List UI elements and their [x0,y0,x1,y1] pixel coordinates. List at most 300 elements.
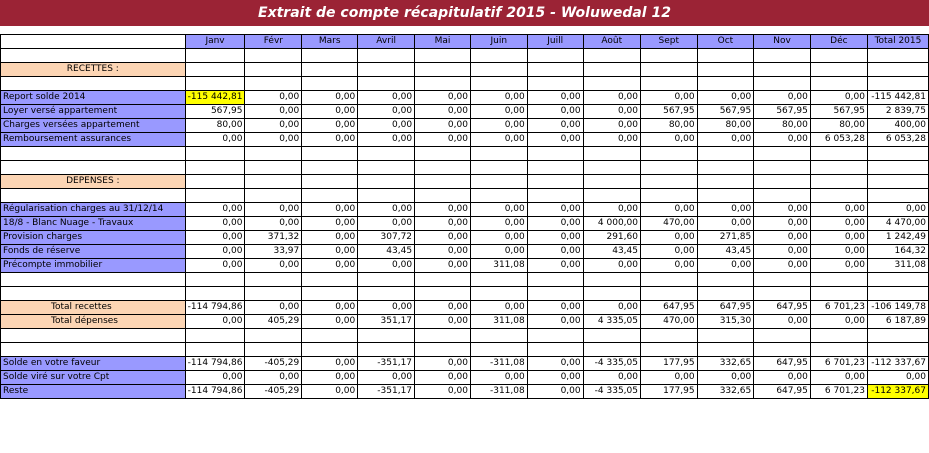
row-label: Fonds de réserve [1,245,186,259]
empty-cell [1,35,186,49]
empty-cell [470,273,527,287]
value-cell: 0,00 [527,133,583,147]
empty-cell [754,329,811,343]
value-cell: 0,00 [583,133,640,147]
value-cell: 0,00 [245,259,302,273]
month-header: Août [583,35,640,49]
total-label: Total recettes [1,301,186,315]
value-cell: 0,00 [640,91,697,105]
value-cell: 80,00 [810,119,867,133]
blank-row [1,343,929,357]
empty-cell [640,175,697,189]
value-cell: 0,00 [185,245,245,259]
empty-cell [302,287,358,301]
value-cell: 0,00 [527,357,583,371]
value-cell: 567,95 [185,105,245,119]
empty-cell [583,175,640,189]
blank-row [1,161,929,175]
value-cell: 0,00 [245,301,302,315]
table-row [1,301,929,315]
month-header: Oct [697,35,754,49]
empty-cell [754,343,811,357]
empty-cell [358,189,415,203]
value-cell: 0,00 [640,231,697,245]
empty-cell [754,63,811,77]
empty-cell [697,343,754,357]
value-cell: 0,00 [302,231,358,245]
value-cell: 332,65 [697,385,754,399]
value-cell: 0,00 [358,203,415,217]
value-cell: 0,00 [302,385,358,399]
empty-cell [527,147,583,161]
empty-cell [583,343,640,357]
empty-cell [810,147,867,161]
row-label: Charges versées appartement [1,119,186,133]
value-cell: 0,00 [527,245,583,259]
table-row [1,133,929,147]
value-cell: 0,00 [697,91,754,105]
empty-cell [810,77,867,91]
value-cell: 0,00 [470,105,527,119]
value-cell: 0,00 [697,259,754,273]
value-cell: 0,00 [527,119,583,133]
value-cell: 0,00 [754,91,811,105]
empty-cell [697,273,754,287]
empty-cell [245,175,302,189]
empty-cell [185,343,245,357]
empty-cell [583,287,640,301]
value-cell: 0,00 [302,133,358,147]
empty-cell [470,147,527,161]
empty-cell [245,63,302,77]
value-cell: 0,00 [583,301,640,315]
empty-cell [810,49,867,63]
section-row [1,63,929,77]
value-cell: 0,00 [810,217,867,231]
value-cell: 6 701,23 [810,301,867,315]
value-cell: 0,00 [302,371,358,385]
value-cell: 0,00 [754,203,811,217]
total-cell: 400,00 [867,119,928,133]
value-cell: 0,00 [810,259,867,273]
value-cell: 0,00 [527,203,583,217]
value-cell: 80,00 [754,119,811,133]
row-label: Provision charges [1,231,186,245]
empty-cell [470,343,527,357]
value-cell: 0,00 [302,119,358,133]
empty-cell [245,343,302,357]
value-cell: 0,00 [185,371,245,385]
value-cell: 0,00 [415,217,471,231]
empty-cell [470,329,527,343]
value-cell: 470,00 [640,315,697,329]
value-cell: -405,29 [245,357,302,371]
empty-cell [302,63,358,77]
month-header: Juill [527,35,583,49]
value-cell: -311,08 [470,357,527,371]
value-cell: 0,00 [245,91,302,105]
empty-cell [415,329,471,343]
empty-cell [754,189,811,203]
empty-cell [810,329,867,343]
empty-cell [867,77,928,91]
empty-cell [1,77,186,91]
empty-cell [1,147,186,161]
value-cell: -114 794,86 [185,385,245,399]
empty-cell [470,63,527,77]
value-cell: -4 335,05 [583,357,640,371]
value-cell: 0,00 [527,105,583,119]
empty-cell [185,273,245,287]
value-cell: 307,72 [358,231,415,245]
value-cell: 0,00 [185,259,245,273]
empty-cell [1,287,186,301]
value-cell: 0,00 [810,245,867,259]
blank-row [1,147,929,161]
table-row [1,245,929,259]
total-cell: -112 337,67 [867,357,928,371]
value-cell: 0,00 [810,231,867,245]
month-header: Nov [754,35,811,49]
value-cell: 0,00 [415,315,471,329]
value-cell: 0,00 [810,203,867,217]
value-cell: -4 335,05 [583,385,640,399]
value-cell: 0,00 [415,133,471,147]
empty-cell [697,161,754,175]
value-cell: 0,00 [358,119,415,133]
value-cell: 0,00 [583,105,640,119]
empty-cell [185,161,245,175]
blank-row [1,49,929,63]
month-header: Févr [245,35,302,49]
empty-cell [583,273,640,287]
empty-cell [640,287,697,301]
value-cell: 0,00 [583,203,640,217]
empty-cell [810,63,867,77]
value-cell: 0,00 [245,203,302,217]
value-cell: 0,00 [358,301,415,315]
empty-cell [754,77,811,91]
empty-cell [415,343,471,357]
value-cell: 0,00 [185,203,245,217]
section-recettes: RECETTES : [1,63,186,77]
value-cell: 0,00 [810,91,867,105]
value-cell: 0,00 [245,371,302,385]
value-cell: 647,95 [754,385,811,399]
value-cell: 43,45 [358,245,415,259]
empty-cell [358,273,415,287]
empty-cell [415,273,471,287]
value-cell: 0,00 [185,231,245,245]
value-cell: 332,65 [697,357,754,371]
value-cell: 0,00 [302,301,358,315]
blank-row [1,189,929,203]
value-cell: 0,00 [470,217,527,231]
empty-cell [358,63,415,77]
empty-cell [358,343,415,357]
value-cell: 0,00 [754,133,811,147]
value-cell: 0,00 [810,315,867,329]
empty-cell [640,161,697,175]
value-cell: 0,00 [415,301,471,315]
value-cell: 0,00 [415,231,471,245]
value-cell: 567,95 [697,105,754,119]
value-cell: 311,08 [470,315,527,329]
value-cell: 291,60 [583,231,640,245]
value-cell: 0,00 [245,119,302,133]
empty-cell [358,49,415,63]
empty-cell [640,49,697,63]
row-label: Loyer versé appartement [1,105,186,119]
empty-cell [358,287,415,301]
value-cell: 0,00 [245,133,302,147]
empty-cell [810,161,867,175]
value-cell: 0,00 [470,133,527,147]
value-cell: 0,00 [640,371,697,385]
value-cell: 0,00 [470,119,527,133]
value-cell: 0,00 [415,119,471,133]
value-cell: 0,00 [754,259,811,273]
value-cell: 0,00 [470,203,527,217]
table-row [1,385,929,399]
report-title: Extrait de compte récapitulatif 2015 - Woluwedal 12 [0,0,929,26]
value-cell: 567,95 [754,105,811,119]
value-cell: -311,08 [470,385,527,399]
value-cell: 0,00 [640,133,697,147]
empty-cell [302,343,358,357]
value-cell: 0,00 [527,315,583,329]
total-cell: 1 242,49 [867,231,928,245]
value-cell: -351,17 [358,357,415,371]
value-cell: 0,00 [810,371,867,385]
account-summary-table [0,34,929,399]
value-cell: 0,00 [754,217,811,231]
empty-cell [527,273,583,287]
value-cell: -114 794,86 [185,301,245,315]
table-row [1,371,929,385]
empty-cell [810,343,867,357]
value-cell: 0,00 [415,105,471,119]
month-header: Déc [810,35,867,49]
value-cell: 80,00 [185,119,245,133]
value-cell: 0,00 [302,203,358,217]
empty-cell [302,77,358,91]
value-cell: 4 335,05 [583,315,640,329]
empty-cell [185,287,245,301]
empty-cell [754,287,811,301]
value-cell: 6 053,28 [810,133,867,147]
table-row [1,315,929,329]
empty-cell [185,329,245,343]
empty-cell [810,287,867,301]
value-cell: -351,17 [358,385,415,399]
empty-cell [754,147,811,161]
empty-cell [754,273,811,287]
value-cell: 470,00 [640,217,697,231]
empty-cell [470,77,527,91]
empty-cell [1,329,186,343]
balance-label: Reste [1,385,186,399]
empty-cell [245,147,302,161]
empty-cell [527,329,583,343]
empty-cell [754,49,811,63]
empty-cell [415,287,471,301]
value-cell: 0,00 [527,385,583,399]
value-cell: 6 701,23 [810,357,867,371]
empty-cell [527,161,583,175]
blank-row [1,329,929,343]
empty-cell [867,329,928,343]
blank-row [1,273,929,287]
total-cell: -112 337,67 [867,385,928,399]
total-label: Total dépenses [1,315,186,329]
empty-cell [697,147,754,161]
table-row [1,217,929,231]
empty-cell [867,287,928,301]
empty-cell [697,63,754,77]
empty-cell [415,147,471,161]
empty-cell [245,77,302,91]
value-cell: 33,97 [245,245,302,259]
value-cell: 0,00 [470,91,527,105]
total-cell: 0,00 [867,203,928,217]
value-cell: 0,00 [302,245,358,259]
value-cell: 647,95 [640,301,697,315]
value-cell: 0,00 [697,203,754,217]
value-cell: 6 701,23 [810,385,867,399]
value-cell: 0,00 [415,357,471,371]
value-cell: 647,95 [697,301,754,315]
value-cell: 0,00 [358,133,415,147]
value-cell: 0,00 [470,371,527,385]
month-header: Avril [358,35,415,49]
empty-cell [867,63,928,77]
empty-cell [415,161,471,175]
total-cell: 6 187,89 [867,315,928,329]
empty-cell [245,329,302,343]
empty-cell [415,175,471,189]
empty-cell [470,175,527,189]
empty-cell [583,161,640,175]
total-cell: 311,08 [867,259,928,273]
empty-cell [867,343,928,357]
empty-cell [1,161,186,175]
empty-cell [810,175,867,189]
empty-cell [470,49,527,63]
empty-cell [185,189,245,203]
empty-cell [1,49,186,63]
month-header: Mars [302,35,358,49]
value-cell: 4 000,00 [583,217,640,231]
value-cell: 371,32 [245,231,302,245]
empty-cell [302,147,358,161]
empty-cell [640,343,697,357]
value-cell: 0,00 [302,217,358,231]
empty-cell [867,189,928,203]
balance-label: Solde en votre faveur [1,357,186,371]
empty-cell [583,189,640,203]
table-row [1,203,929,217]
value-cell: 351,17 [358,315,415,329]
value-cell: 177,95 [640,357,697,371]
empty-cell [810,189,867,203]
value-cell: 0,00 [302,105,358,119]
empty-cell [810,273,867,287]
empty-cell [583,49,640,63]
month-header: Mai [415,35,471,49]
total-cell: 4 470,00 [867,217,928,231]
total-cell: -106 149,78 [867,301,928,315]
empty-cell [640,63,697,77]
value-cell: -114 794,86 [185,357,245,371]
empty-cell [302,189,358,203]
blank-row [1,287,929,301]
empty-cell [1,189,186,203]
empty-cell [697,329,754,343]
section-depenses: DEPENSES : [1,175,186,189]
empty-cell [583,77,640,91]
empty-cell [245,287,302,301]
value-cell: 0,00 [185,217,245,231]
value-cell: 0,00 [358,217,415,231]
table-row [1,231,929,245]
value-cell: 0,00 [754,231,811,245]
table-row [1,119,929,133]
empty-cell [1,343,186,357]
value-cell: 0,00 [640,259,697,273]
total-cell: 164,32 [867,245,928,259]
empty-cell [640,77,697,91]
empty-cell [185,77,245,91]
value-cell: 0,00 [527,231,583,245]
value-cell: 567,95 [640,105,697,119]
table-row [1,259,929,273]
empty-cell [527,189,583,203]
value-cell: 43,45 [697,245,754,259]
value-cell: 0,00 [415,259,471,273]
row-label: 18/8 - Blanc Nuage - Travaux [1,217,186,231]
empty-cell [358,329,415,343]
value-cell: 0,00 [697,133,754,147]
value-cell: 0,00 [754,315,811,329]
month-header: Sept [640,35,697,49]
empty-cell [1,273,186,287]
empty-cell [527,77,583,91]
value-cell: 0,00 [697,371,754,385]
value-cell: 0,00 [302,91,358,105]
value-cell: 315,30 [697,315,754,329]
empty-cell [185,147,245,161]
empty-cell [697,189,754,203]
table-row [1,357,929,371]
empty-cell [358,147,415,161]
empty-cell [867,49,928,63]
empty-cell [867,175,928,189]
empty-cell [697,49,754,63]
total-cell: 2 839,75 [867,105,928,119]
empty-cell [415,49,471,63]
value-cell: 0,00 [415,371,471,385]
total-cell: 0,00 [867,371,928,385]
empty-cell [470,287,527,301]
value-cell: 567,95 [810,105,867,119]
empty-cell [302,175,358,189]
value-cell: 0,00 [415,91,471,105]
value-cell: 0,00 [754,245,811,259]
value-cell: 0,00 [358,91,415,105]
empty-cell [697,77,754,91]
empty-cell [640,147,697,161]
